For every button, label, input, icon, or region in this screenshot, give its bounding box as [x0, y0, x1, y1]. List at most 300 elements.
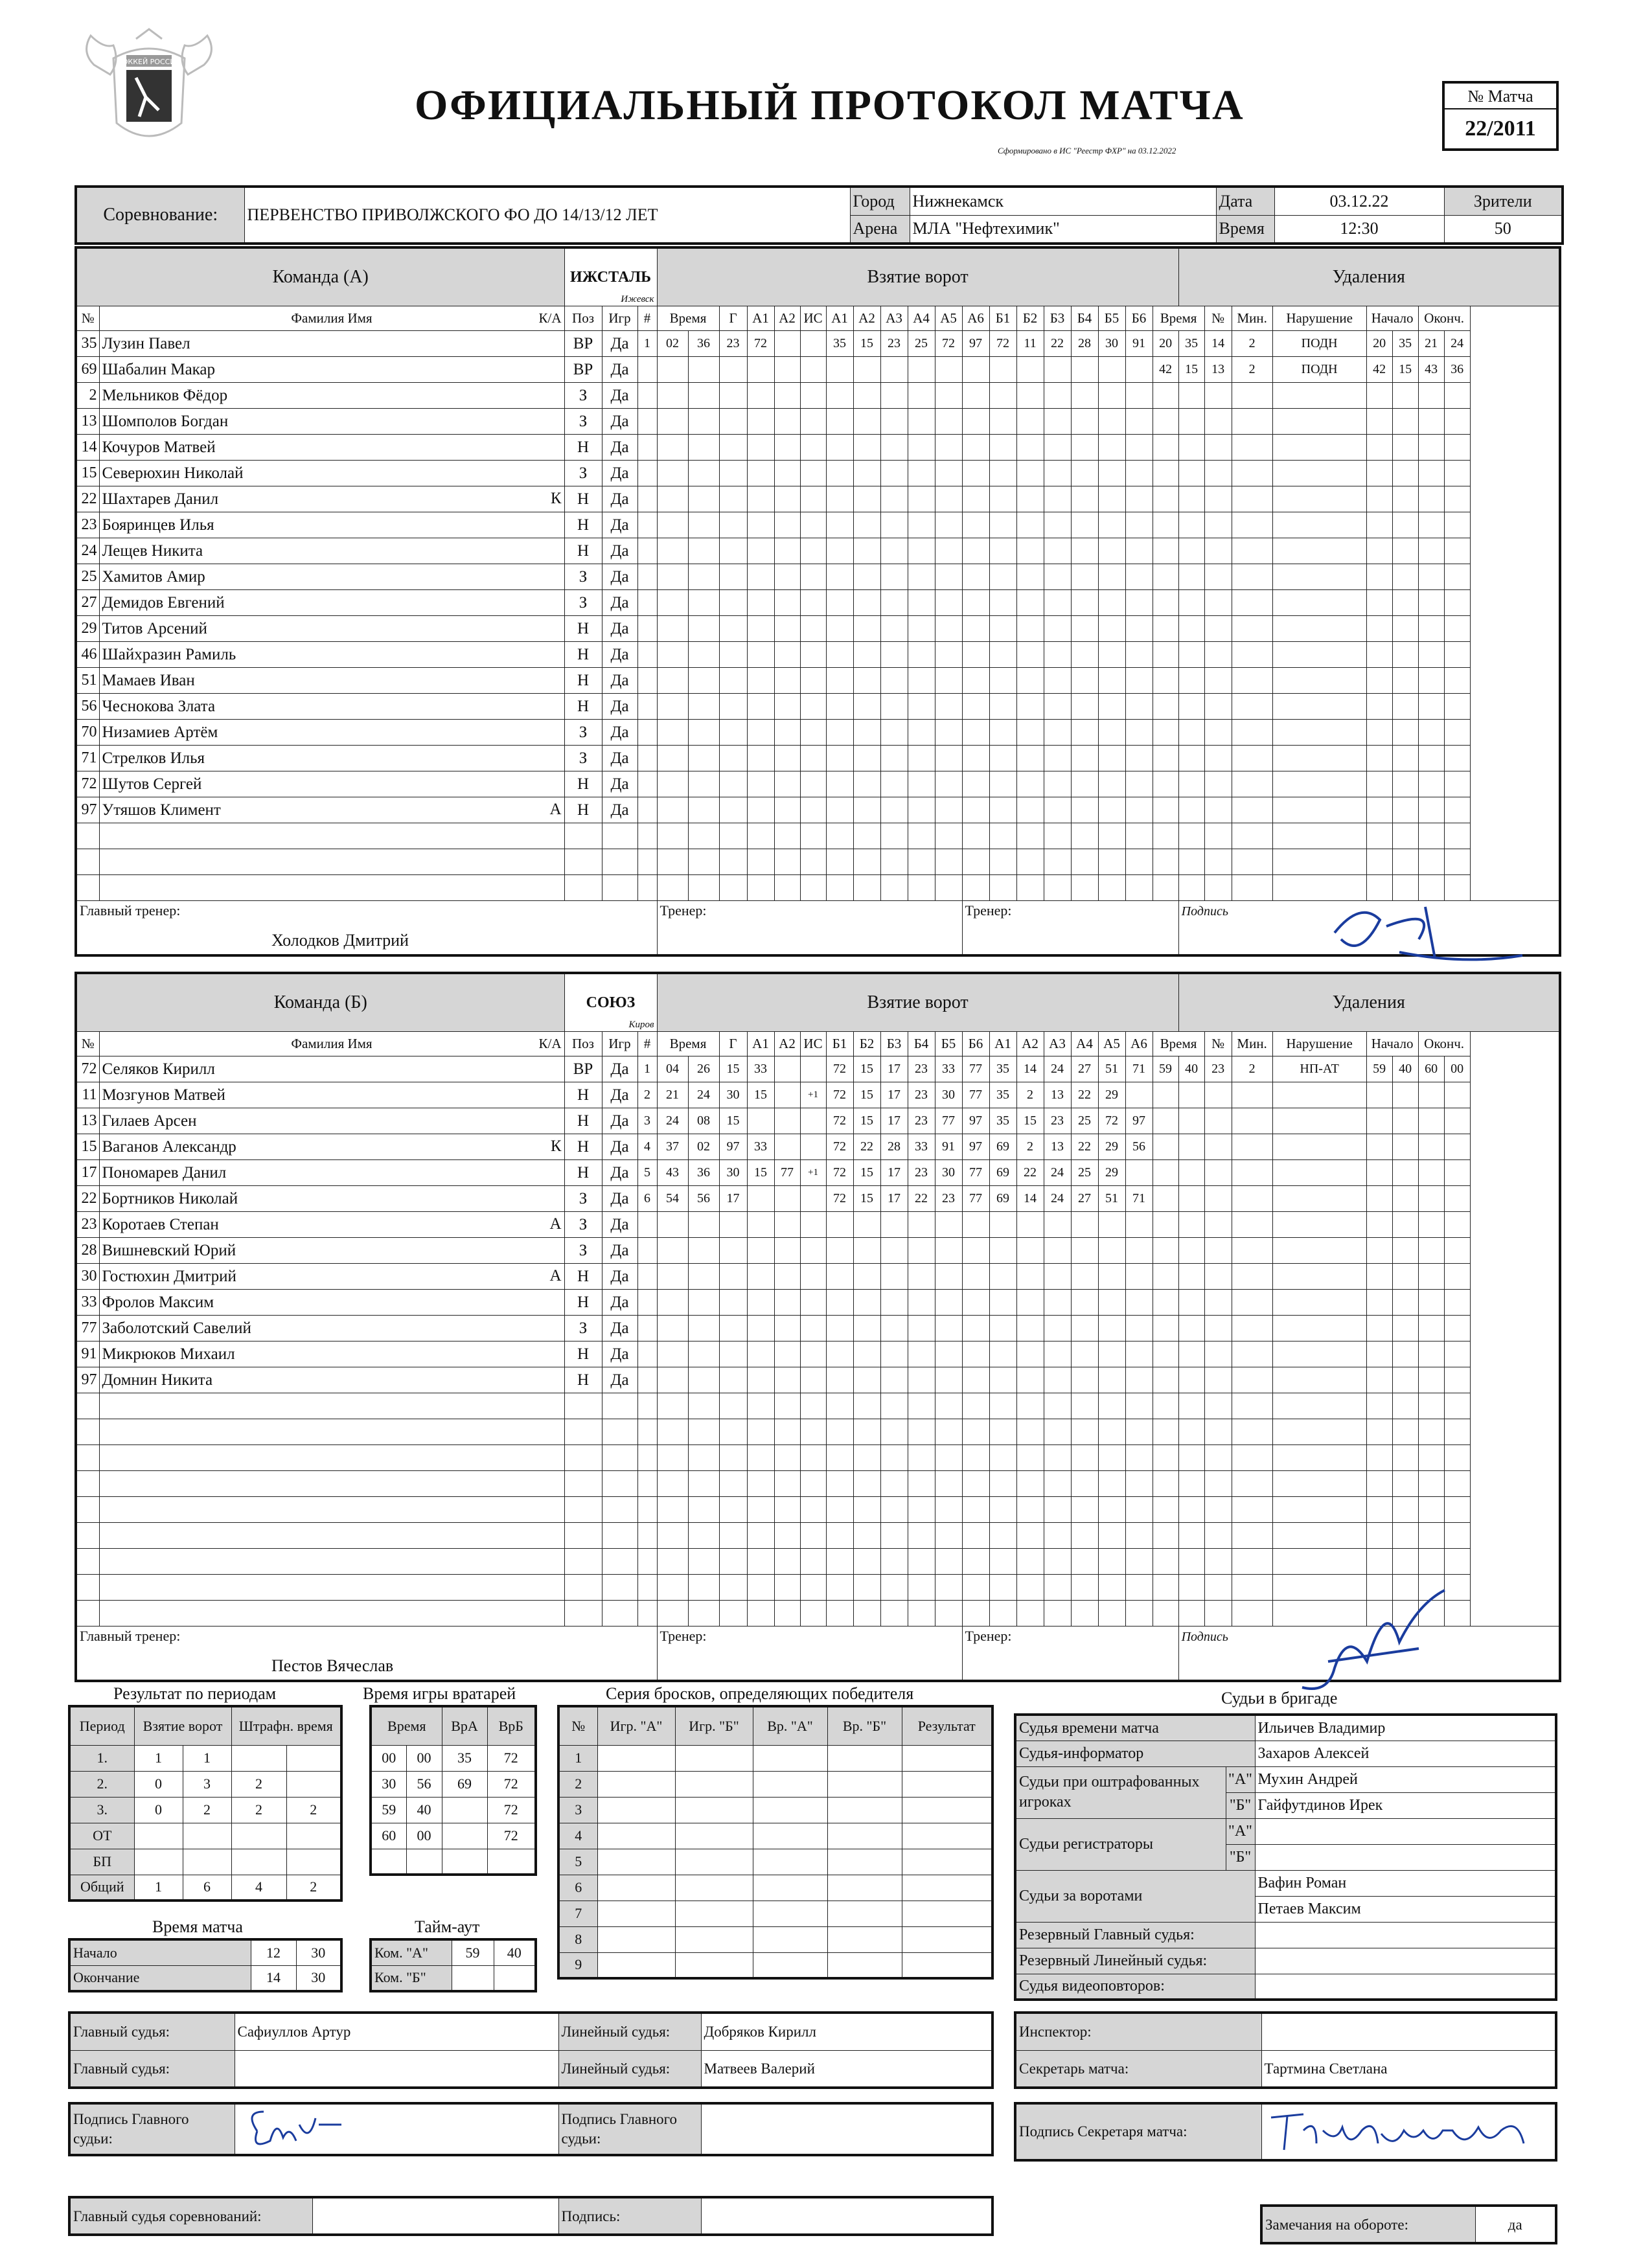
goal-empty: [989, 641, 1016, 667]
goal-empty: [1016, 745, 1044, 771]
player-name-cell: [99, 823, 564, 849]
goal-empty: [853, 356, 880, 382]
pen-empty: [1178, 486, 1204, 512]
goal-onice-opp: [1125, 1082, 1153, 1108]
goal-empty: [774, 849, 800, 874]
pen-empty: [1153, 564, 1178, 589]
player-number: [76, 1444, 99, 1470]
periods-title: Результат по периодам: [113, 1684, 277, 1703]
goal-empty: [989, 849, 1016, 874]
goal-empty: [747, 1263, 774, 1289]
pen-empty: [1204, 1367, 1232, 1393]
goal-empty: [637, 1419, 657, 1444]
goal-empty: [880, 667, 908, 693]
pen-end-sec: 36: [1444, 356, 1470, 382]
goal-a2: [774, 1185, 800, 1211]
player-position: [564, 1470, 602, 1496]
player-played: Да: [602, 667, 637, 693]
goal-number: 5: [637, 1159, 657, 1185]
goal-empty: [935, 849, 962, 874]
goal-empty: [1098, 486, 1125, 512]
player-position: [564, 849, 602, 874]
pen-empty: [1232, 382, 1272, 408]
goal-empty: [962, 1341, 989, 1367]
goal-empty: [908, 797, 935, 823]
pen-empty: [1153, 1393, 1178, 1419]
team-b-block: [75, 972, 1561, 1682]
shootout-row: [558, 1771, 992, 1797]
goal-empty: [853, 1444, 880, 1470]
team-b-h-on-0: Б1: [826, 1031, 853, 1056]
goal-empty: [935, 693, 962, 719]
goal-onice: 97: [962, 1108, 989, 1134]
goal-empty: [688, 771, 719, 797]
goal-empty: [1044, 408, 1071, 434]
player-name: Гилаев Арсен: [102, 1112, 197, 1130]
goal-scorer: 17: [719, 1185, 747, 1211]
shootout-cell: [597, 1926, 675, 1952]
linesman1-value: Добряков Кирилл: [701, 2013, 992, 2050]
goal-empty: [1125, 1367, 1153, 1393]
goal-empty: [747, 460, 774, 486]
period-row: [69, 1875, 341, 1901]
goal-empty: [1016, 382, 1044, 408]
player-played: Да: [602, 1341, 637, 1367]
goal-onice: 23: [908, 1082, 935, 1108]
pen-empty: [1232, 1211, 1272, 1237]
goal-empty: [1098, 667, 1125, 693]
team-b-h-off-1: А2: [1016, 1031, 1044, 1056]
player-name-cell: [99, 1263, 564, 1289]
competition-name: ПЕРВЕНСТВО ПРИВОЛЖСКОГО ФО ДО 14/13/12 ЛЕТ: [244, 187, 850, 244]
goal-empty: [719, 1393, 747, 1419]
goal-empty: [908, 667, 935, 693]
goal-empty: [1016, 615, 1044, 641]
team-a-head-coach-label: Главный тренер:: [80, 902, 181, 919]
goal-empty: [880, 1367, 908, 1393]
goal-empty: [880, 1419, 908, 1444]
goal-empty: [935, 356, 962, 382]
goal-empty: [774, 1470, 800, 1496]
informer-value: Захаров Алексей: [1255, 1741, 1556, 1766]
team-a-player-row: [76, 382, 1560, 408]
goal-empty: [1098, 719, 1125, 745]
goal-empty: [637, 564, 657, 589]
goal-empty: [719, 589, 747, 615]
player-name-cell: [99, 1574, 564, 1600]
pen-empty: [1232, 564, 1272, 589]
pen-empty: [1204, 1263, 1232, 1289]
player-position: Н: [564, 1263, 602, 1289]
goal-empty: [853, 1237, 880, 1263]
goal-empty: [1016, 1289, 1044, 1315]
pen-empty: [1232, 1315, 1272, 1341]
goal-empty: [747, 1470, 774, 1496]
team-b-h-pos: Поз: [564, 1031, 602, 1056]
pen-empty: [1392, 1548, 1418, 1574]
goal-empty: [1016, 356, 1044, 382]
goal-empty: [1098, 1548, 1125, 1574]
player-number: 97: [76, 1367, 99, 1393]
goal-empty: [1098, 849, 1125, 874]
player-name: Чеснокова Злата: [102, 697, 216, 715]
goal-empty: [962, 564, 989, 589]
goal-empty: [908, 719, 935, 745]
goalie-b: 72: [487, 1771, 536, 1797]
goal-empty: [908, 693, 935, 719]
player-name-cell: [99, 1185, 564, 1211]
goal-empty: [637, 1548, 657, 1574]
pen-empty: [1444, 1082, 1470, 1108]
player-name: Мозгунов Матвей: [102, 1086, 225, 1104]
pen-empty: [1272, 1108, 1366, 1134]
team-b-coach2-label: Тренер:: [962, 1626, 1178, 1681]
goal-empty: [908, 1263, 935, 1289]
shootout-cell: [902, 1823, 992, 1849]
team-b-player-row: [76, 1289, 1560, 1315]
team-a-h-a1: А1: [747, 306, 774, 330]
spectators-label: Зрители: [1444, 187, 1563, 215]
goal-empty: [908, 1496, 935, 1522]
pen-empty: [1418, 1393, 1444, 1419]
goal-empty: [880, 1470, 908, 1496]
player-played: Да: [602, 538, 637, 564]
team-b-signature-label: Подпись: [1178, 1626, 1560, 1681]
player-position: Н: [564, 1159, 602, 1185]
goal-empty: [637, 512, 657, 538]
goal-onice: 15: [853, 1159, 880, 1185]
pen-empty: [1204, 1574, 1232, 1600]
goal-empty: [688, 641, 719, 667]
goal-empty: [1125, 1522, 1153, 1548]
goal-empty: [962, 1600, 989, 1626]
pen-empty: [1272, 1548, 1366, 1574]
goal-empty: [935, 1419, 962, 1444]
pen-empty: [1392, 1289, 1418, 1315]
pen-empty: [1153, 1470, 1178, 1496]
team-a-h-ka: К/А: [538, 310, 562, 326]
goal-empty: [935, 1211, 962, 1237]
player-name-cell: [99, 564, 564, 589]
pen-empty: [1153, 1444, 1178, 1470]
goal-empty: [826, 1522, 853, 1548]
pen-empty: [1366, 1185, 1392, 1211]
goal-onice-opp: 28: [1071, 330, 1098, 356]
goal-empty: [657, 1211, 688, 1237]
pen-empty: [1366, 1082, 1392, 1108]
goal-empty: [1044, 460, 1071, 486]
player-number: [76, 1574, 99, 1600]
team-a-player-row: [76, 849, 1560, 874]
goalie-b: [487, 1849, 536, 1875]
goal-empty: [774, 382, 800, 408]
goal-empty: [637, 382, 657, 408]
goal-empty: [774, 1263, 800, 1289]
goalie-change-sec: 00: [406, 1823, 442, 1849]
goal-empty: [688, 745, 719, 771]
goal-empty: [1125, 1211, 1153, 1237]
pen-empty: [1178, 719, 1204, 745]
goal-onice-opp: 23: [1044, 1108, 1071, 1134]
goal-empty: [800, 797, 826, 823]
player-ka: А: [549, 1266, 562, 1284]
pen-empty: [1392, 1211, 1418, 1237]
goal-empty: [1125, 719, 1153, 745]
player-position: [564, 1522, 602, 1548]
goal-empty: [657, 1574, 688, 1600]
main-ref-label: Главный судья:: [69, 2013, 235, 2050]
goal-empty: [688, 1600, 719, 1626]
pen-empty: [1178, 1082, 1204, 1108]
goal-empty: [1071, 538, 1098, 564]
player-name: Титов Арсений: [102, 619, 207, 637]
goal-empty: [989, 564, 1016, 589]
goal-empty: [989, 486, 1016, 512]
goal-empty: [989, 1315, 1016, 1341]
goal-onice-opp: 22: [1071, 1082, 1098, 1108]
pen-empty: [1153, 719, 1178, 745]
team-a-h-pend: Оконч.: [1418, 306, 1470, 330]
goal-empty: [880, 1263, 908, 1289]
shoot-h-pb: Игр. "Б": [675, 1706, 753, 1745]
period-goals-a: 1: [134, 1745, 183, 1771]
pen-empty: [1272, 1393, 1366, 1419]
team-a-h-off-1: Б2: [1016, 306, 1044, 330]
timekeeper-value: Ильичев Владимир: [1255, 1715, 1556, 1741]
chief-ref-label: Главный судья соревнований:: [69, 2197, 312, 2235]
goal-empty: [880, 641, 908, 667]
match-start-label: Начало: [69, 1939, 251, 1965]
goal-empty: [688, 1444, 719, 1470]
pen-violation: НП-АТ: [1272, 1056, 1366, 1082]
player-name: Бояринцев Илья: [102, 516, 214, 534]
goal-empty: [1016, 1367, 1044, 1393]
goal-empty: [962, 1574, 989, 1600]
goal-empty: [1071, 615, 1098, 641]
player-name-cell: [99, 1470, 564, 1496]
team-a-player-row: [76, 641, 1560, 667]
player-position: Н: [564, 693, 602, 719]
pen-empty: [1232, 615, 1272, 641]
goal-empty: [657, 1522, 688, 1548]
pen-empty: [1272, 589, 1366, 615]
goal-number: 6: [637, 1185, 657, 1211]
goal-empty: [637, 1470, 657, 1496]
pen-empty: [1418, 1134, 1444, 1159]
player-number: 72: [76, 771, 99, 797]
goal-empty: [747, 408, 774, 434]
goal-empty: [1044, 1444, 1071, 1470]
goal-empty: [1125, 1237, 1153, 1263]
goal-empty: [1071, 408, 1098, 434]
pen-empty: [1418, 1444, 1444, 1470]
team-b-h-a2: А2: [774, 1031, 800, 1056]
pen-empty: [1418, 1496, 1444, 1522]
goal-empty: [1044, 797, 1071, 823]
pen-empty: [1204, 849, 1232, 874]
goal-empty: [1125, 615, 1153, 641]
goal-empty: [935, 1470, 962, 1496]
goal-empty: [1044, 589, 1071, 615]
player-played: [602, 823, 637, 849]
goal-empty: [688, 1237, 719, 1263]
goalie-time-table: [369, 1705, 537, 1876]
goal-empty: [1125, 823, 1153, 849]
goal-empty: [908, 1548, 935, 1574]
player-name-cell: [99, 330, 564, 356]
goal-empty: [657, 382, 688, 408]
pen-empty: [1392, 1444, 1418, 1470]
player-played: Да: [602, 1082, 637, 1108]
pen-empty: [1178, 460, 1204, 486]
goal-empty: [657, 564, 688, 589]
goal-empty: [719, 408, 747, 434]
player-position: Н: [564, 641, 602, 667]
player-name-cell: [99, 382, 564, 408]
goal-empty: [1098, 1237, 1125, 1263]
pen-empty: [1444, 797, 1470, 823]
pen-empty: [1153, 693, 1178, 719]
goal-empty: [853, 1548, 880, 1574]
goal-empty: [1044, 641, 1071, 667]
goal-empty: [800, 382, 826, 408]
team-b-player-row: [76, 1341, 1560, 1367]
goal-onice: 15: [853, 1108, 880, 1134]
pen-empty: [1153, 1159, 1178, 1185]
pen-empty: [1272, 538, 1366, 564]
pen-empty: [1178, 823, 1204, 849]
pen-empty: [1418, 564, 1444, 589]
goal-empty: [1044, 1496, 1071, 1522]
shootout-row-number: 7: [558, 1901, 597, 1926]
goal-empty: [962, 1237, 989, 1263]
shootout-table: [557, 1705, 994, 1980]
goal-empty: [719, 667, 747, 693]
pen-empty: [1418, 797, 1444, 823]
pen-empty: [1272, 1367, 1366, 1393]
goal-empty: [719, 745, 747, 771]
pen-empty: [1272, 1237, 1366, 1263]
player-number: 91: [76, 1341, 99, 1367]
pen-empty: [1153, 1419, 1178, 1444]
goal-empty: [1098, 693, 1125, 719]
player-name: Коротаев Степан: [102, 1215, 219, 1233]
goal-situation: [800, 1134, 826, 1159]
pen-empty: [1418, 1341, 1444, 1367]
pen-empty: [1204, 408, 1232, 434]
goal-empty: [1044, 745, 1071, 771]
date-value: 03.12.22: [1274, 187, 1444, 215]
goal-empty: [853, 1419, 880, 1444]
goal-empty: [989, 512, 1016, 538]
pen-empty: [1366, 1496, 1392, 1522]
goal-empty: [800, 1289, 826, 1315]
pen-empty: [1153, 538, 1178, 564]
pen-empty: [1204, 434, 1232, 460]
goal-empty: [826, 1496, 853, 1522]
goal-empty: [989, 667, 1016, 693]
goal-empty: [962, 719, 989, 745]
registrar-b-value: [1255, 1844, 1556, 1870]
goal-empty: [657, 460, 688, 486]
goal-onice: 23: [908, 1159, 935, 1185]
player-name-cell: [99, 693, 564, 719]
pen-empty: [1272, 434, 1366, 460]
pen-empty: [1272, 1263, 1366, 1289]
goal-empty: [719, 538, 747, 564]
goal-empty: [688, 486, 719, 512]
goal-empty: [880, 460, 908, 486]
goal-empty: [657, 1263, 688, 1289]
goal-a1: 15: [747, 1159, 774, 1185]
goal-empty: [1016, 1574, 1044, 1600]
pen-empty: [1418, 1548, 1444, 1574]
goal-empty: [1098, 1600, 1125, 1626]
arena-label: Арена: [850, 215, 910, 244]
pen-empty: [1232, 460, 1272, 486]
goal-empty: [688, 434, 719, 460]
shootout-cell: [902, 1745, 992, 1771]
goal-empty: [1016, 1470, 1044, 1496]
period-goals-b: [183, 1849, 231, 1875]
goal-onice-opp: 35: [989, 1082, 1016, 1108]
team-b-head-coach: Пестов Вячеслав: [271, 1656, 394, 1675]
pen-empty: [1418, 719, 1444, 745]
chief-sig-label: Подпись:: [558, 2197, 701, 2235]
goal-empty: [1016, 1315, 1044, 1341]
goal-empty: [774, 512, 800, 538]
goal-empty: [688, 382, 719, 408]
player-name-cell: [99, 1289, 564, 1315]
pen-empty: [1272, 1496, 1366, 1522]
goal-empty: [935, 667, 962, 693]
pen-empty: [1444, 589, 1470, 615]
pen-empty: [1418, 538, 1444, 564]
goal-onice: 77: [935, 1108, 962, 1134]
goal-empty: [853, 1522, 880, 1548]
team-a-h-on-1: А2: [853, 306, 880, 330]
goal-empty: [1016, 1263, 1044, 1289]
goal-empty: [637, 460, 657, 486]
goal-empty: [1071, 1574, 1098, 1600]
goal-empty: [1071, 1263, 1098, 1289]
pen-empty: [1366, 382, 1392, 408]
player-name-cell: [99, 771, 564, 797]
goal-empty: [826, 1315, 853, 1341]
pen-start-min: 20: [1366, 330, 1392, 356]
player-name-cell: [99, 460, 564, 486]
goal-empty: [637, 719, 657, 745]
player-position: Н: [564, 538, 602, 564]
pen-empty: [1204, 641, 1232, 667]
pen-sec: 40: [1178, 1056, 1204, 1082]
goal-onice-opp: 2: [1016, 1082, 1044, 1108]
goal-empty: [774, 823, 800, 849]
pen-empty: [1204, 1211, 1232, 1237]
goal-empty: [1016, 1522, 1044, 1548]
goal-empty: [1125, 745, 1153, 771]
period-goals-a: [134, 1823, 183, 1849]
goal-empty: [800, 1470, 826, 1496]
pen-empty: [1444, 641, 1470, 667]
goal-empty: [1044, 512, 1071, 538]
player-number: 97: [76, 797, 99, 823]
goal-empty: [989, 797, 1016, 823]
goal-empty: [826, 408, 853, 434]
player-number: 23: [76, 512, 99, 538]
pen-empty: [1392, 823, 1418, 849]
reserve-line-value: [1255, 1948, 1556, 1974]
